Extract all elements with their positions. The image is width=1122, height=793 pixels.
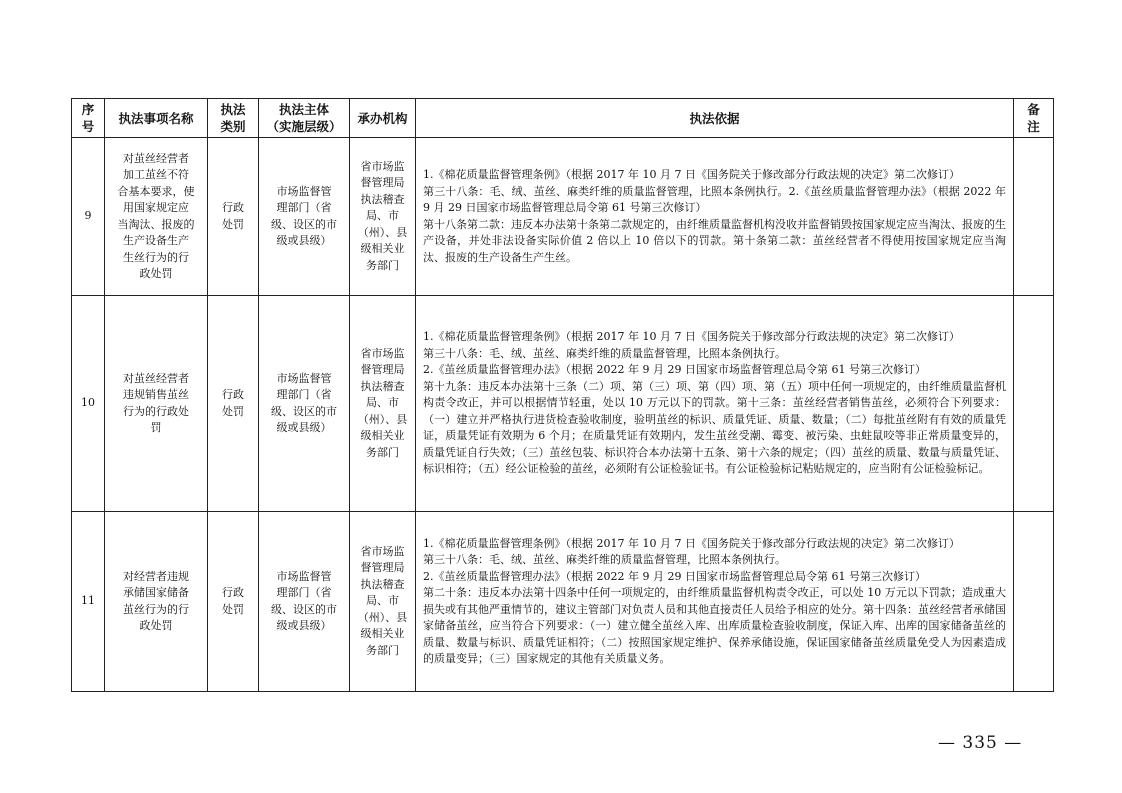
basis-paragraph: 1.《棉花质量监督管理条例》（根据 2017 年 10 月 7 日《国务院关于修改部分行政法规的决定》第二次修订） xyxy=(423,330,960,344)
subject-line: 市场监督管 xyxy=(276,569,332,583)
type-line: 处罚 xyxy=(222,404,244,418)
item-name-line: 政处罚 xyxy=(139,267,173,280)
item-name-line: 生产设备生产 xyxy=(123,234,189,247)
item-name-line: 当淘汰、报废的 xyxy=(117,217,195,231)
subject-cell xyxy=(259,512,350,692)
org-line: 局、市 xyxy=(366,594,399,608)
type-cell xyxy=(208,138,259,296)
subject-line: 理部门（省 xyxy=(276,586,332,599)
org-line: 级相关业 xyxy=(360,627,405,641)
item-name-line: 生丝行为的行 xyxy=(123,250,189,264)
subject-line: 理部门（省 xyxy=(276,201,332,214)
note-cell xyxy=(1014,138,1054,296)
item-name-line: 承储国家储备 xyxy=(123,586,189,599)
header-note-line: 备 xyxy=(1027,102,1040,117)
type-line: 行政 xyxy=(222,201,244,214)
org-cell xyxy=(350,296,416,512)
header-index-line: 号 xyxy=(81,119,95,134)
page-number: — 335 — xyxy=(938,733,1023,753)
row-index: 10 xyxy=(72,296,105,512)
type-line: 处罚 xyxy=(222,217,244,231)
note-cell xyxy=(1014,512,1054,692)
item-name-line: 对经营者违规 xyxy=(123,569,189,583)
table-row xyxy=(72,512,1054,692)
header-row xyxy=(72,99,1054,138)
org-line: 局、市 xyxy=(366,209,399,223)
org-cell xyxy=(350,512,416,692)
subject-line: 级、设区的市 xyxy=(271,217,337,231)
header-note xyxy=(1014,99,1054,138)
org-line: 省市场监 xyxy=(360,159,405,173)
subject-cell xyxy=(259,138,350,296)
header-item-name: 执法事项名称 xyxy=(105,99,208,138)
basis-paragraph: 1.《棉花质量监督管理条例》（根据 2017 年 10 月 7 日《国务院关于修改部分行政法规的决定》第二次修订） xyxy=(423,168,960,181)
header-subject xyxy=(259,99,350,138)
type-line: 处罚 xyxy=(222,602,244,616)
row-index: 11 xyxy=(72,512,105,692)
table-row xyxy=(72,296,1054,512)
subject-line: 市场监督管 xyxy=(276,184,332,198)
org-line: 务部门 xyxy=(366,258,399,272)
basis-cell xyxy=(416,138,1014,296)
item-name-line: 罚 xyxy=(150,421,162,434)
org-line: 督管理局 xyxy=(360,176,405,190)
org-line: 省市场监 xyxy=(360,544,405,558)
item-name-cell xyxy=(105,296,208,512)
item-name-line: 违规销售茧丝 xyxy=(123,388,189,401)
item-name-line: 政处罚 xyxy=(139,619,173,632)
subject-line: 级或县级） xyxy=(276,234,332,247)
org-line: 督管理局 xyxy=(360,363,405,377)
org-line: 局、市 xyxy=(366,396,399,410)
type-cell xyxy=(208,512,259,692)
org-line: 级相关业 xyxy=(360,242,405,256)
org-cell xyxy=(350,138,416,296)
header-index-line: 序 xyxy=(81,102,95,117)
basis-paragraph: 2.《茧丝质量监督管理办法》（根据 2022 年 9 月 29 日国家市场监督管理总局令第 61 号第三次修订） xyxy=(423,363,926,377)
subject-line: 级、设区的市 xyxy=(271,602,337,616)
org-line: 执法稽查 xyxy=(360,192,405,206)
basis-cell xyxy=(416,512,1014,692)
header-subject-line: 执法主体 xyxy=(278,102,329,117)
org-line: 督管理局 xyxy=(360,561,405,575)
subject-line: 级、设区的市 xyxy=(271,404,337,418)
header-index xyxy=(72,99,105,138)
subject-line: 级或县级） xyxy=(276,619,332,632)
org-line: （州）、县 xyxy=(357,610,408,624)
org-line: （州）、县 xyxy=(357,412,408,426)
org-line: 执法稽查 xyxy=(360,379,405,393)
basis-paragraph: 第二十条：违反本办法第十四条中任何一项规定的，由纤维质量监督机构责令改正，可以处 10 万元以下罚款；造成重大损失或有其他严重情节的，建议主管部门对负责人员和其他直接责任人员给予相应的处分。第十四条：茧丝经营者承储国家储备茧丝，应当符合下列要求：（一）建立健全茧丝入库、出库质量检查验收制度，保证入库、出库的国家储备茧丝的质量、数量与标识、质量凭证相符；（二）按照国家规定维护、保养承储设施，保证国家储备茧丝质量免受人为因素造成的质量变异；（三）国家规定的其他有关质量义务。 xyxy=(423,586,1006,665)
org-line: 执法稽查 xyxy=(360,577,405,591)
subject-line: 市场监督管 xyxy=(276,371,332,385)
item-name-line: 对茧丝经营者 xyxy=(123,371,189,385)
note-cell xyxy=(1014,296,1054,512)
subject-cell xyxy=(259,296,350,512)
header-subject-line: （实施层级） xyxy=(266,119,342,134)
header-basis: 执法依据 xyxy=(416,99,1014,138)
basis-paragraph: 第三十八条：毛、绒、茧丝、麻类纤维的质量监督管理，比照本条例执行。 xyxy=(423,346,786,360)
item-name-cell xyxy=(105,138,208,296)
item-name-line: 合基本要求，使 xyxy=(117,184,195,198)
org-line: 省市场监 xyxy=(360,346,405,360)
basis-paragraph: 1.《棉花质量监督管理条例》（根据 2017 年 10 月 7 日《国务院关于修改部分行政法规的决定》第二次修订） xyxy=(423,536,960,550)
table-row xyxy=(72,138,1054,296)
type-line: 行政 xyxy=(222,388,244,401)
type-line: 行政 xyxy=(222,586,244,599)
basis-paragraph: 第三十八条：毛、绒、茧丝、麻类纤维的质量监督管理，比照本条例执行。2.《茧丝质量监督管理办法》（根据 2022 年 9 月 29 日国家市场监督管理总局令第 61 号第三次修订） xyxy=(423,184,1006,214)
basis-cell xyxy=(416,296,1014,512)
header-type xyxy=(208,99,259,138)
header-type-line: 类别 xyxy=(220,119,246,134)
item-name-line: 用国家规定应 xyxy=(123,201,189,214)
header-note-line: 注 xyxy=(1027,119,1040,134)
basis-paragraph: 第十八条第二款：违反本办法第十条第二款规定的，由纤维质量监督机构没收并监督销毁按国家规定应当淘汰、报废的生产设备，并处非法设备实际价值 2 倍以上 10 倍以下的罚款。第十条第二款：茧丝经营者不得使用按国家规定应当淘汰、报废的生产设备生产生丝。 xyxy=(423,217,1006,264)
header-org: 承办机构 xyxy=(350,99,416,138)
basis-paragraph: 第十九条：违反本办法第十三条（二）项、第（三）项、第（四）项、第（五）项中任何一项规定的，由纤维质量监督机构责令改正，并可以根据情节轻重，处以 10 万元以下的罚款。第十三条：茧丝经营者销售茧丝，必须符合下列要求：（一）建立并严格执行进货检查验收制度，验明茧丝的标识、质量凭证、质量、数量；（二）每批茧丝附有有效的质量凭证，质量凭证有效期为 6 个月；在质量凭证有效期内，发生茧丝受潮、霉变、被污染、虫蛀鼠咬等非正常质量变异的，质量凭证自行失效；（三）茧丝包装、标识符合本办法第十五条、第十六条的规定；（四）茧丝的质量、数量与质量凭证、标识相符；（五）经公证检验的茧丝，必须附有公证检验证书。有公证检验标记粘贴规定的，应当附有公证检验标记。 xyxy=(423,379,1006,476)
org-line: 级相关业 xyxy=(360,429,405,443)
item-name-line: 对茧丝经营者 xyxy=(123,151,189,165)
subject-line: 理部门（省 xyxy=(276,388,332,401)
org-line: 务部门 xyxy=(366,445,399,459)
org-line: （州）、县 xyxy=(357,225,408,239)
row-index: 9 xyxy=(72,138,105,296)
item-name-cell xyxy=(105,512,208,692)
type-cell xyxy=(208,296,259,512)
item-name-line: 茧丝行为的行 xyxy=(123,602,189,616)
item-name-line: 行为的行政处 xyxy=(123,404,189,418)
item-name-line: 加工茧丝不符 xyxy=(123,168,189,181)
enforcement-table xyxy=(71,98,1054,692)
basis-paragraph: 2.《茧丝质量监督管理办法》（根据 2022 年 9 月 29 日国家市场监督管理总局令第 61 号第三次修订） xyxy=(423,569,926,583)
header-type-line: 执法 xyxy=(220,102,246,117)
org-line: 务部门 xyxy=(366,643,399,657)
basis-paragraph: 第三十八条：毛、绒、茧丝、麻类纤维的质量监督管理，比照本条例执行。 xyxy=(423,553,786,566)
subject-line: 级或县级） xyxy=(276,421,332,434)
